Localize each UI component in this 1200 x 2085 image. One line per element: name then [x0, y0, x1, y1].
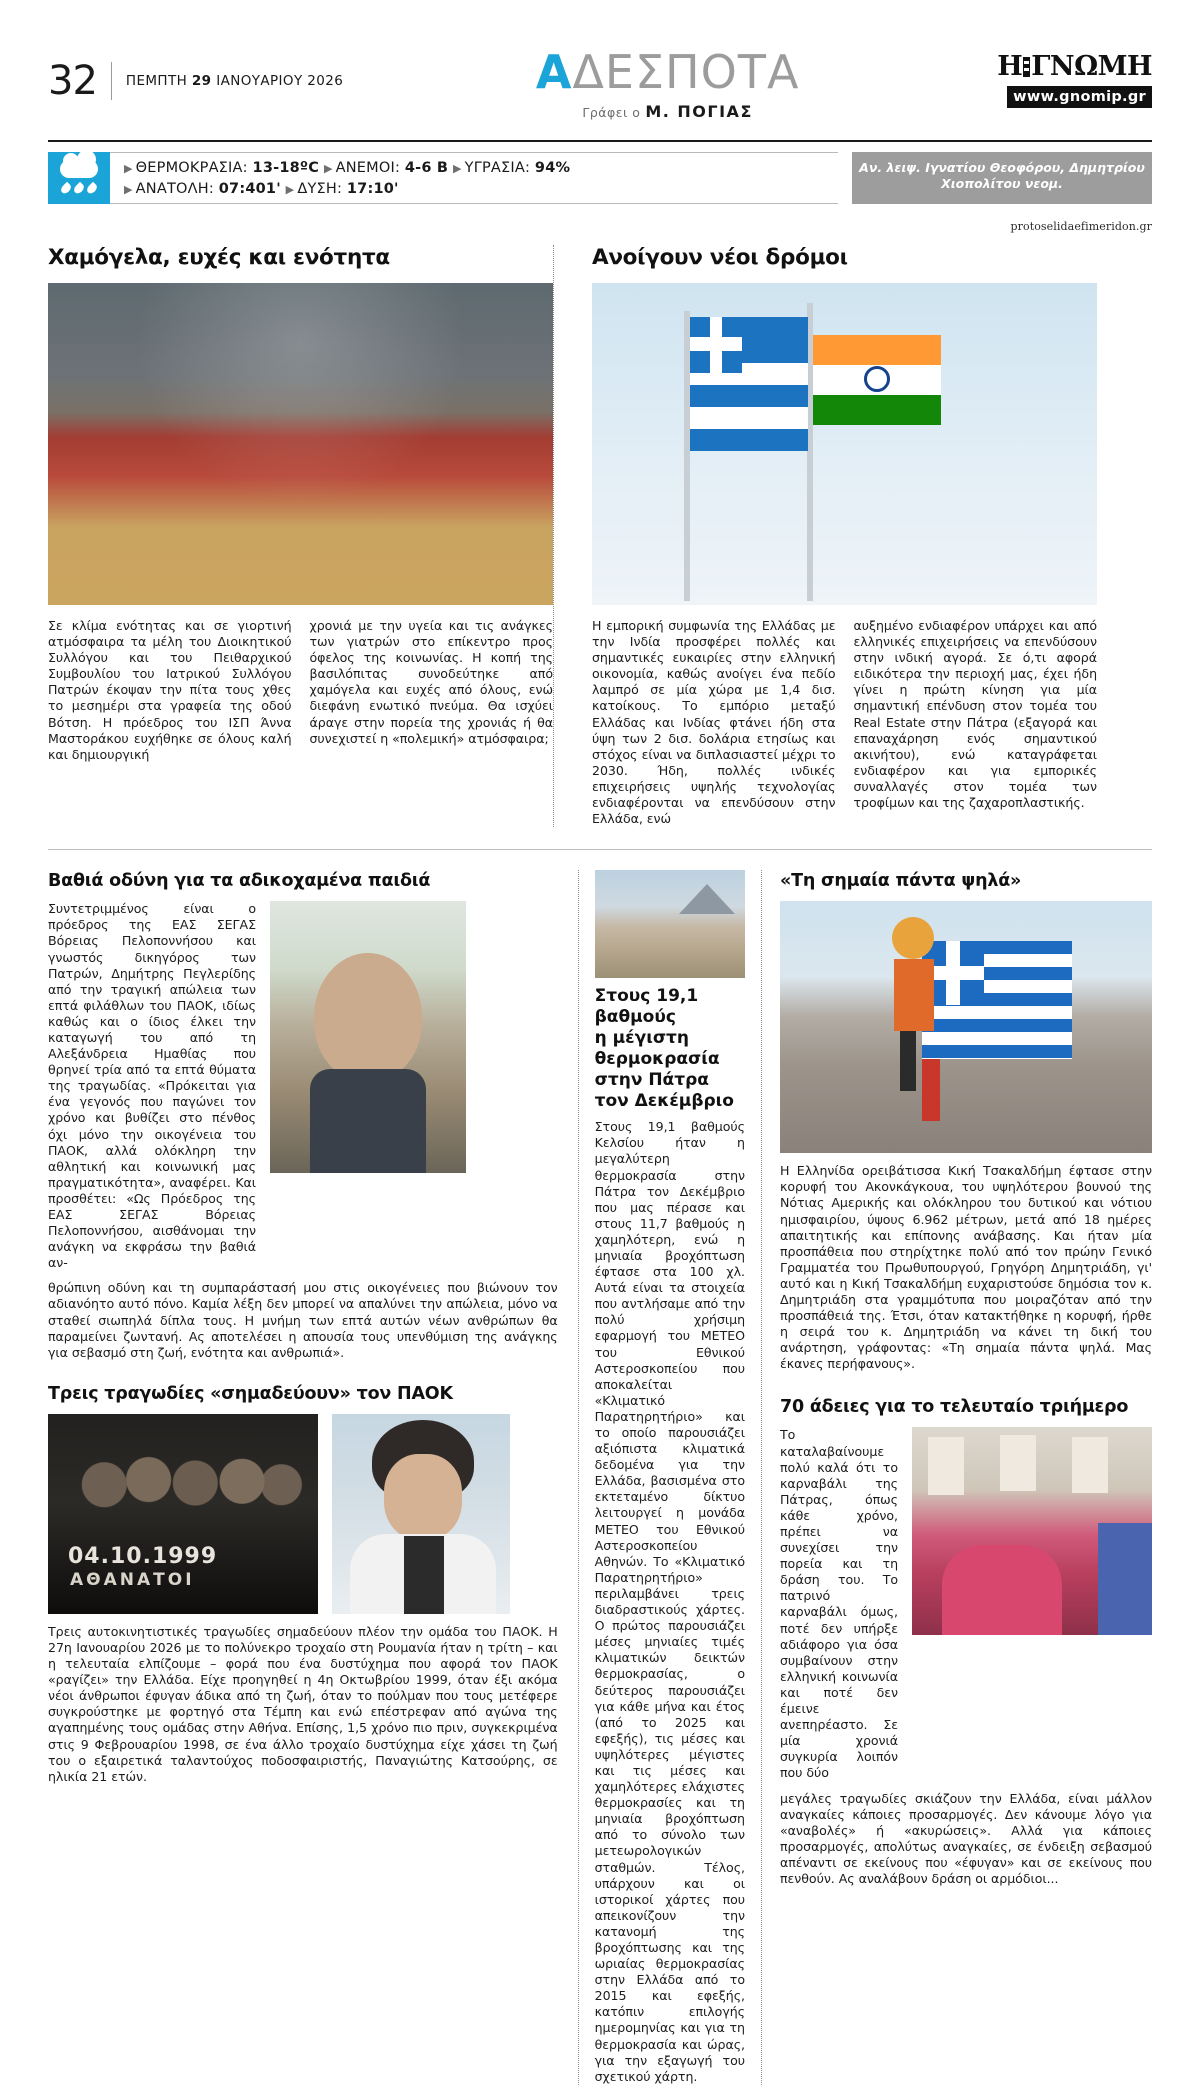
byline-author: Μ. ΠΟΓΙΑΣ — [645, 102, 753, 121]
publication-logo — [992, 52, 1152, 108]
logo-name: ΓΝΩΜΗ — [1031, 51, 1152, 82]
article-flag-body: Η Ελληνίδα ορειβάτισσα Κική Τσακαλδήμη έφτασε στην κορυφή του Ακονκάγκουα, του υψηλότερου βουνού της Νότιας Αμερικής και ολόκληρου του δυτικού και νότιου ημισφαιρίου, ύψους 6.962 μέτρων, μετά από 18 ημέρες απαιτητικής και επίπονης ανάβασης. Και ήταν μία προσπάθεια που στηρίχτηκε πολύ από τον πρώην Γενικό Γραμματέα του Πρωθυπουργού, Γρηγόρη Δημητριάδη, γι' αυτό και η Κική Τσακαλδήμη ευχαριστούσε δημόσια τον κ. Δημητριάδη στα γραμμότυπα που μοιραζόταν από την προσπάθειά της. Έτσι, όταν κατακτήθηκε η κορυφή, ήρθε η σειρά του κ. Δημητριάδη να κάνει τη δική του ανάρτηση, γράφοντας: «Τη σημαία πάντα ψηλά. Μας έκανες περήφανους». — [780, 1163, 1152, 1372]
article-carnival-headline: 70 άδειες για το τελευταίο τριήμερο — [780, 1397, 1129, 1418]
article-paok-body: Τρεις αυτοκινητιστικές τραγωδίες σημαδεύουν πλέον την ομάδα του ΠΑΟΚ. Η 27η Ιανουαρίου 2026 με το πολύνεκρο τροχαίο στη Ρουμανία ήταν η τρίτη – και η τελευταία ελπίζουμε – φορά που ένα δυστύχημα που αφορά τον ΠΑΟΚ «ραγίζει» την Ελλάδα. Είχε προηγηθεί η 4η Οκτωβρίου 1999, όταν έξι ακόμα νέοι άνθρωποι έφυγαν άδικα από τη ζωή, όταν το πούλμαν που τους μετέφερε συγκρούστηκε με φορτηγό στα Τέμπη και ενώ επέστρεφαν από αγώνα της αγαπημένης τους ομάδας στην Αθήνα. Επίσης, 1,5 χρόνο πιο πριν, συγκεκριμένα στις 9 Φεβρουαρίου 1998, σε ένα άλλο τροχαίο δυστύχημα είχε χάσει τη ζωή του ο εξαιρετικά ταλαντούχος ποδοσφαιριστής, Παναγιώτης Κατσούρης, σε ηλικία 21 ετών. — [48, 1623, 558, 1784]
article-paok-photo-memorial — [48, 1414, 318, 1614]
lower-articles-zone — [48, 870, 1152, 2085]
sunset-label: ΔΥΣΗ: — [297, 181, 343, 197]
weather-row-1 — [124, 158, 838, 179]
article-smiles-col1: Σε κλίμα ενότητας και σε γιορτινή ατμόσφαιρα τα μέλη του Διοικητικού Συλλόγου και του Πειθαρχικού Συμβουλίου του Ιατρικού Συλλόγου Πατρών έκοψαν την πίτα τους χθες το μεσημέρι στα γραφεία της οδού Βότση. Η πρόεδρος του ΙΣΠ Άννα Μαστοράκου ευχήθηκε σε όλους καλή και δημιουργική — [48, 618, 292, 762]
article-roads-photo — [592, 283, 1097, 605]
left-column — [48, 870, 578, 2085]
section-title — [343, 45, 992, 99]
saints-of-day: Αν. λειψ. Ιγνατίου Θεοφόρου, Δημητρίου Χιοπολίτου νεομ. — [852, 152, 1152, 204]
article-paok-photo-player — [332, 1414, 510, 1614]
paok-photo-date-overlay: 04.10.1999 — [68, 1543, 218, 1569]
article-carnival-photo — [912, 1427, 1152, 1635]
sunrise-value: 07:401' — [218, 181, 281, 197]
article-grief-col1: Συντετριμμένος είναι ο πρόεδρος της ΕΑΣ ΣΕΓΑΣ Βόρειας Πελοποννήσου και γνωστός δικηγόρος των Πατρών, Δημήτρης Πεγλερίδης από την τραγική απώλεια των επτά φιλάθλων του ΠΑΟΚ, ιδίως καθώς και ο ίδιος έλκει την καταγωγή του από τη Αλεξάνδρεια Ημαθίας που θρηνεί τρία από τα επτά θύματα της τραγωδίας. «Πρόκειται για ένα γεγονός που παγώνει τον χρόνο και βυθίζει στο πένθος όχι μόνο την οικογένεια του ΠΑΟΚ, αλλά ολόκληρη την αθλητική και κοινωνική μας πραγματικότητα», αναφέρει. Και προσθέτει: «Ως Πρόεδρος της ΕΑΣ ΣΕΓΑΣ Βόρειας Πελοποννήσου, αισθάνομαι την ανάγκη να εκφράσω την βαθιά αν- — [48, 901, 256, 1271]
rain-cloud-icon — [48, 152, 110, 204]
article-temperature-headline — [595, 986, 745, 1112]
section-title-initial: Α — [535, 45, 573, 99]
article-temperature-photo — [595, 870, 745, 978]
bullet-arrow-icon: ▶ — [452, 162, 462, 175]
humidity-value: 94% — [534, 160, 571, 176]
top-articles-zone — [48, 245, 1152, 827]
article-grief-continued: θρώπινη οδύνη και τη συμπαράστασή μου στις οικογένειες που βιώνουν τον αδιανόητο αυτό πόνο. Καμία λέξη δεν μπορεί να απαλύνει την απώλεια, μόνο να σταθεί σιωπηλά δίπλα τους. Η μνήμη των επτά αυτών νέων ανθρώπων θα παραμείνει ζωντανή. Ας αποτελέσει η απουσία τους υπενθύμιση της ανάγκης για σεβασμό στη ζωή, ενότητα και ανθρωπιά». — [48, 1280, 558, 1360]
article-carnival-top — [780, 1427, 1152, 1781]
article-grief-top — [48, 901, 558, 1271]
article-smiles — [48, 245, 553, 827]
right-column — [761, 870, 1152, 2085]
logo-website-url[interactable]: www.gnomip.gr — [1007, 86, 1152, 108]
weather-readings — [110, 152, 838, 204]
article-carnival-col-narrow: Το καταλαβαίνουμε πολύ καλά ότι το καρναβάλι της Πάτρας, όπως κάθε χρόνο, πρέπει να συνεχίσει την πορεία και τη δράση του. Το πατρινό καρναβάλι όμως, ποτέ δεν υπήρξε αδιάφορο για όσα συμβαίνουν στην ελληνική κοινωνία και ποτέ δεν έμεινε ανεπηρέαστο. Σε μία χρονιά συγκυρία λοιπόν που δύο — [780, 1427, 898, 1781]
article-roads-body — [592, 618, 1097, 827]
article-roads-col1: Η εμπορική συμφωνία της Ελλάδας με την Ινδία προσφέρει πολλές και σημαντικές ευκαιρίες στην ελληνική οικονομία, καθώς ανοίγει ένα πεδίο λαμπρό σε μία χώρα με 1,4 δισ. κατοίκους. Το εμπόριο μεταξύ Ελλάδας και Ινδίας φτάνει ήδη στα ύψη των 2 δισ. δολάρια ετησίως και στόχος είναι να διπλασιαστεί μέχρι το 2030. Ήδη, πολλές ινδικές επιχειρήσεις υψηλής τεχνολογίας ενδιαφέρονται να επενδύσουν στην Ελλάδα, ενώ — [592, 618, 836, 827]
masthead — [48, 0, 1152, 136]
article-smiles-body — [48, 618, 553, 763]
sunrise-label: ΑΝΑΤΟΛΗ: — [135, 181, 214, 197]
article-roads — [553, 245, 1097, 827]
dateline — [111, 62, 343, 100]
bullet-arrow-icon: ▶ — [124, 162, 133, 175]
dateline-day: ΠΕΜΠΤΗ — [125, 73, 188, 89]
article-temperature — [578, 870, 761, 2085]
sunset-value: 17:10' — [346, 181, 399, 197]
article-smiles-photo — [48, 283, 553, 605]
dateline-month-year: ΙΑΝΟΥΑΡΙΟΥ 2026 — [216, 73, 344, 89]
byline-prefix: Γράφει ο — [582, 105, 641, 120]
temperature-headline-line2: η μέγιστη θερμοκρασία — [594, 1028, 720, 1070]
article-smiles-headline: Χαμόγελα, ευχές και ενότητα — [48, 245, 390, 270]
page-number: 32 — [48, 58, 97, 104]
section-header — [343, 45, 992, 121]
article-flag-photo — [780, 901, 1152, 1153]
byline — [343, 102, 992, 121]
masthead-rule — [48, 140, 1152, 142]
article-carnival-continued: μεγάλες τραγωδίες σκιάζουν την Ελλάδα, είναι μάλλον αναγκαίες κάποιες προσαρμογές. Δεν κάνουμε λόγο για «αναβολές» ή «ακυρώσεις». Αλλά για κάποιες προσαρμογές, απολύτως αναγκαίες, σε ένδειξη σεβασμού απέναντι σε εκείνους που «έφυγαν» και σε εκείνους που πενθούν. Ας αναλάβουν δράση οι αρμόδιοι... — [780, 1790, 1152, 1886]
zone-divider-rule — [48, 849, 1152, 850]
paok-photo-text-overlay: ΑΘΑΝΑΤΟΙ — [70, 1569, 195, 1590]
article-paok-photos — [48, 1414, 558, 1614]
article-paok-headline: Τρεις τραγωδίες «σημαδεύουν» τον ΠΑΟΚ — [48, 1383, 453, 1404]
wind-label: ΑΝΕΜΟΙ: — [335, 160, 401, 176]
temperature-label: ΘΕΡΜΟΚΡΑΣΙΑ: — [135, 160, 248, 176]
article-roads-headline: Ανοίγουν νέοι δρόμοι — [592, 245, 848, 270]
article-smiles-col2: χρονιά με την υγεία και τις ανάγκες των γιατρών στο επίκεντρο προς όφελος της κοινωνίας. Η κοπή της βασιλόπιτας συνοδεύτηκε από χαμόγελα και ευχές από όλους, ενώ διεφάνη ενωτικό πνεύμα. Θα ισχύει άραγε στην πορεία της χρονιάς ή θα συνεχιστεί η «πολεμική» ατμόσφαιρα; — [309, 618, 553, 746]
humidity-label: ΥΓΡΑΣΙΑ: — [464, 160, 531, 176]
article-temperature-body: Στους 19,1 βαθμούς Κελσίου ήταν η μεγαλύτερη θερμοκρασία στην Πάτρα τον Δεκέμβριο που μας πέρασε και στους 11,7 βαθμούς η χαμηλότερη, ενώ η μηνιαία βροχόπτωση έφτασε στα 100 χλ. Αυτά είναι τα στοιχεία που αντλήσαμε από την πολύ χρήσιμη εφαρμογή του ΜΕΤΕΟ του Εθνικού Αστεροσκοπείου που αποκαλείται «Κλιματικό Παρατηρητήριο» και το οποίο παρουσιάζει αξιόπιστα κλιματικά δεδομένα για την Ελλάδα, βασισμένα στο εκτεταμένο δίκτυο λειτουργεί η μονάδα ΜΕΤΕΟ του Εθνικού Αστεροσκοπείου Αθηνών. Το «Κλιματικό Παρατηρητήριο» περιλαμβάνει τρεις διαδραστικούς χάρτες. Ο πρώτος παρουσιάζει μέσες μηνιαίες τιμές κλιματικών δεικτών θερμοκρασίας, ο δεύτερος παρουσιάζει για κάθε μήνα και έτος (από το 2025 και εφεξής), τις μέσες και υψηλότερες μέγιστες και τις μέσες και χαμηλότερες ελάχιστες θερμοκρασίες και τη μηνιαία βροχόπτωση από το σύνολο των μετεωρολογικών σταθμών. Τέλος, υπάρχουν και οι ιστορικοί χάρτες που απεικονίζουν την κατανομή της βροχόπτωσης και της ωριαίας θερμοκρασίας στην Ελλάδα από το 2015 και εφεξής, κατόπιν επιλογής ημερομηνίας και για τη θερμοκρασία και ώρας, για την εξαγωγή του σχετικού χάρτη. — [594, 1119, 745, 2084]
section-title-rest: ΔΕΣΠΟΤΑ — [572, 45, 800, 99]
logo-article: Η — [997, 51, 1023, 82]
logo-divider-bars — [1023, 57, 1030, 77]
temperature-headline-line1: Στους 19,1 βαθμούς — [594, 986, 699, 1028]
source-credit: protoselidaefimeridon.gr — [1010, 220, 1152, 233]
bullet-arrow-icon: ▶ — [323, 162, 333, 175]
temperature-value: 13-18ºC — [252, 160, 320, 176]
article-flag-headline: «Τη σημαία πάντα ψηλά» — [780, 871, 1022, 892]
article-roads-col2: αυξημένο ενδιαφέρον υπάρχει και από ελληνικές επιχειρήσεις να επενδύσουν στην ινδική αγορά. Σε ό,τι αφορά ειδικότερα την περιοχή μας, έχει ήδη γίνει η πρώτη κίνηση για μία σημαντική επένδυση στον τομέα του Real Estate στην Πάτρα (εξαγορά και επαναχάρηση ενός σημαντικού ακινήτου), ενώ καταγράφεται ενδιαφέρον και για εμπορικές συναλλαγές στον τομέα των τροφίμων και της ζαχαροπλαστικής. — [853, 618, 1097, 811]
bullet-arrow-icon: ▶ — [285, 183, 295, 196]
temperature-headline-line4: τον Δεκέμβριο — [594, 1091, 734, 1112]
weather-strip — [48, 152, 1152, 204]
logo-wordmark — [992, 52, 1152, 82]
weather-row-2 — [124, 179, 838, 200]
temperature-headline-line3: στην Πάτρα — [594, 1070, 709, 1091]
dateline-date: 29 — [191, 73, 212, 89]
article-grief-headline: Βαθιά οδύνη για τα αδικοχαμένα παιδιά — [48, 871, 431, 892]
wind-value: 4-6 Β — [404, 160, 449, 176]
bullet-arrow-icon: ▶ — [124, 183, 133, 196]
article-grief-photo — [270, 901, 466, 1173]
